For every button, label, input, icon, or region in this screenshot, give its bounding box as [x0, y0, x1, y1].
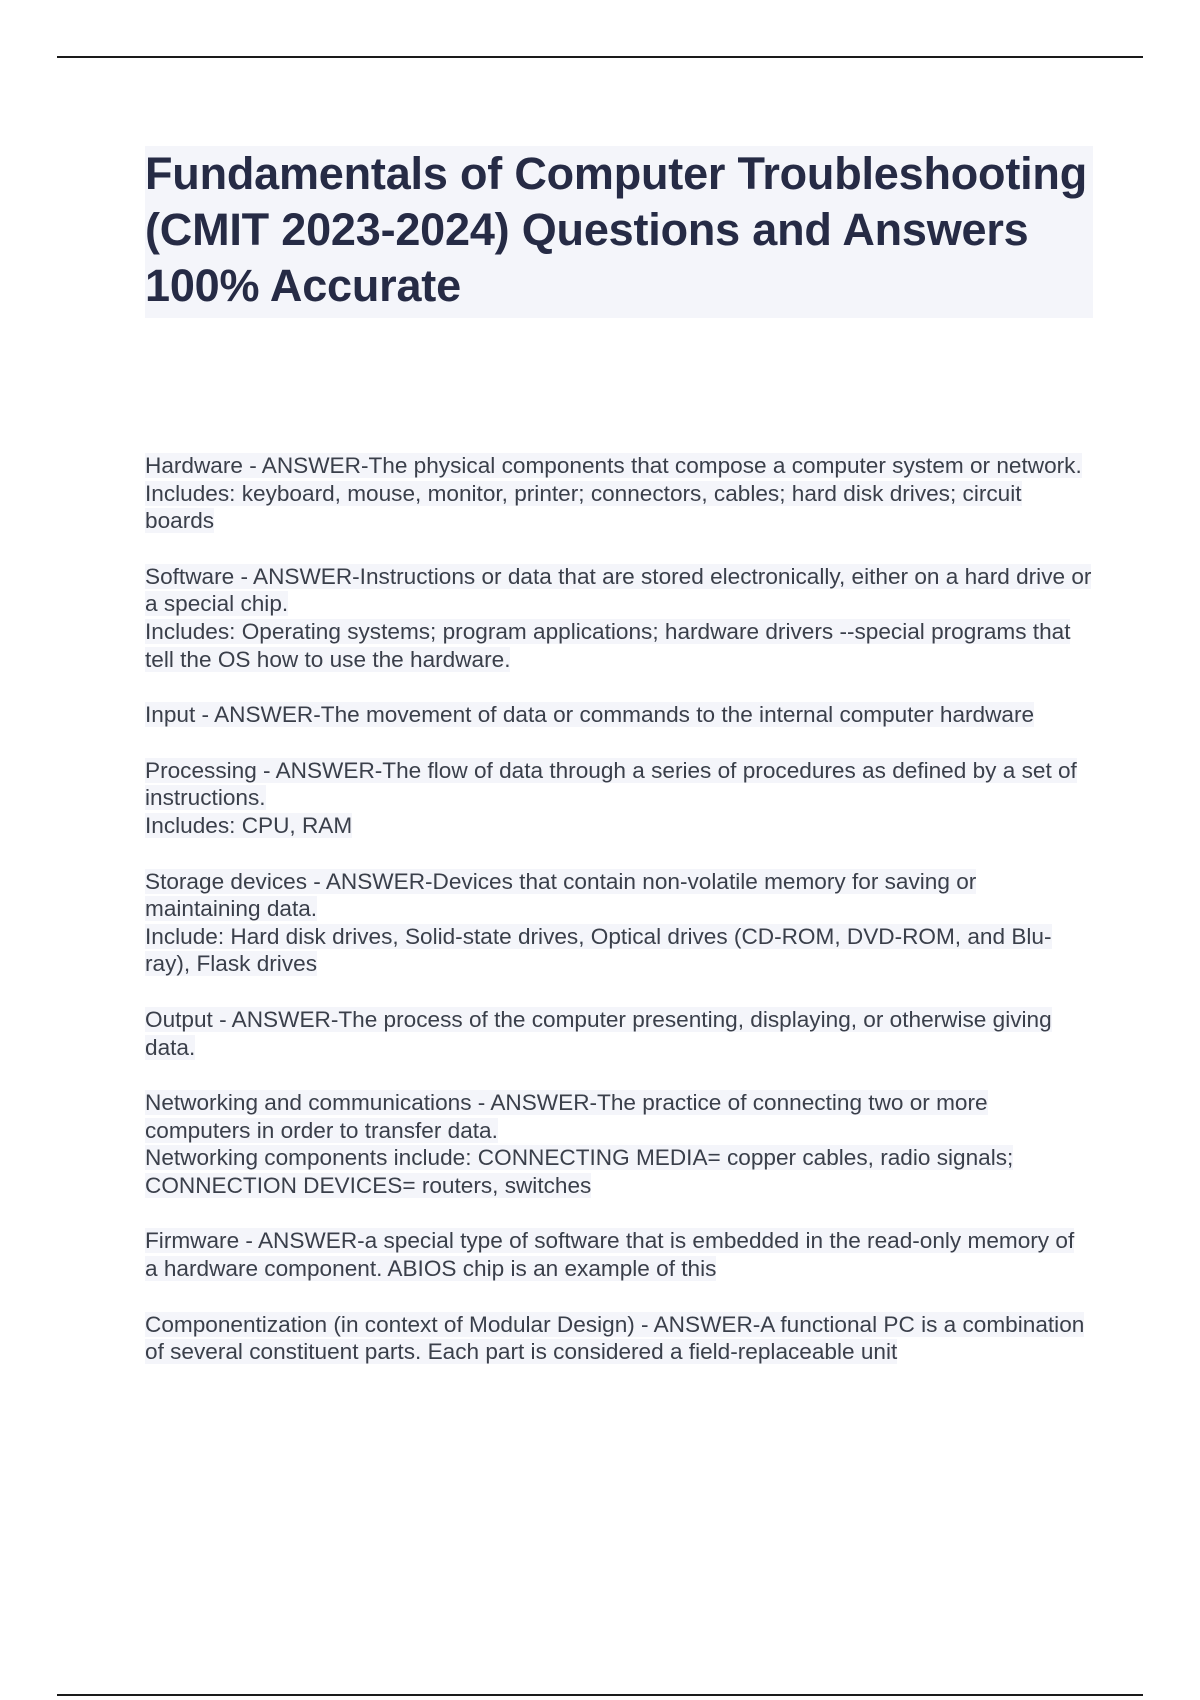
qa-line: Networking components include: CONNECTING MEDIA= copper cables, radio signals; CONNECTION DEVICES= routers, switches — [145, 1145, 1014, 1198]
qa-line: Includes: CPU, RAM — [145, 812, 353, 838]
qa-line: Firmware - ANSWER-a special type of software that is embedded in the read-only memory of a hardware component. ABIOS chip is an example of this — [145, 1228, 1075, 1282]
qa-line: Storage devices - ANSWER-Devices that contain non-volatile memory for saving or maintaining data. — [145, 868, 977, 922]
qa-line: Processing - ANSWER-The flow of data through a series of procedures as defined by a set of instructions. — [145, 757, 1077, 811]
qa-list — [145, 452, 1093, 1394]
qa-line: Input - ANSWER-The movement of data or commands to the internal computer hardware — [145, 702, 1035, 728]
qa-item-hardware — [145, 452, 1093, 535]
page-top-rule — [57, 56, 1143, 58]
qa-line: Includes: keyboard, mouse, monitor, printer; connectors, cables; hard disk drives; circuit boards — [145, 480, 1022, 534]
qa-item-networking — [145, 1089, 1093, 1199]
qa-line: Include: Hard disk drives, Solid-state drives, Optical drives (CD-ROM, DVD-ROM, and Blu-ray), Flask drives — [145, 923, 1052, 977]
qa-item-input — [145, 701, 1093, 729]
title-block — [145, 146, 1093, 318]
qa-line: Hardware - ANSWER-The physical components that compose a computer system or network. — [145, 453, 1082, 478]
qa-line: Output - ANSWER-The process of the computer presenting, displaying, or otherwise giving data. — [145, 1006, 1052, 1060]
document-title: Fundamentals of Computer Troubleshooting (CMIT 2023-2024) Questions and Answers 100% Accurate — [145, 148, 1087, 311]
qa-item-software — [145, 563, 1093, 673]
qa-item-processing — [145, 757, 1093, 840]
qa-item-output — [145, 1006, 1093, 1061]
qa-item-componentization — [145, 1311, 1093, 1366]
qa-line: Includes: Operating systems; program applications; hardware drivers --special programs that tell the OS how to use the hardware. — [145, 618, 1071, 672]
qa-line: Software - ANSWER-Instructions or data that are stored electronically, either on a hard drive or a special chip. — [145, 563, 1092, 617]
page-bottom-rule — [57, 1694, 1143, 1696]
qa-line: Componentization (in context of Modular Design) - ANSWER-A functional PC is a combination of several constituent parts. Each part is considered a field-replaceable unit — [145, 1311, 1085, 1365]
qa-item-storage-devices — [145, 868, 1093, 978]
qa-line: Networking and communications - ANSWER-The practice of connecting two or more computers in order to transfer data. — [145, 1090, 988, 1143]
qa-item-firmware — [145, 1227, 1093, 1282]
